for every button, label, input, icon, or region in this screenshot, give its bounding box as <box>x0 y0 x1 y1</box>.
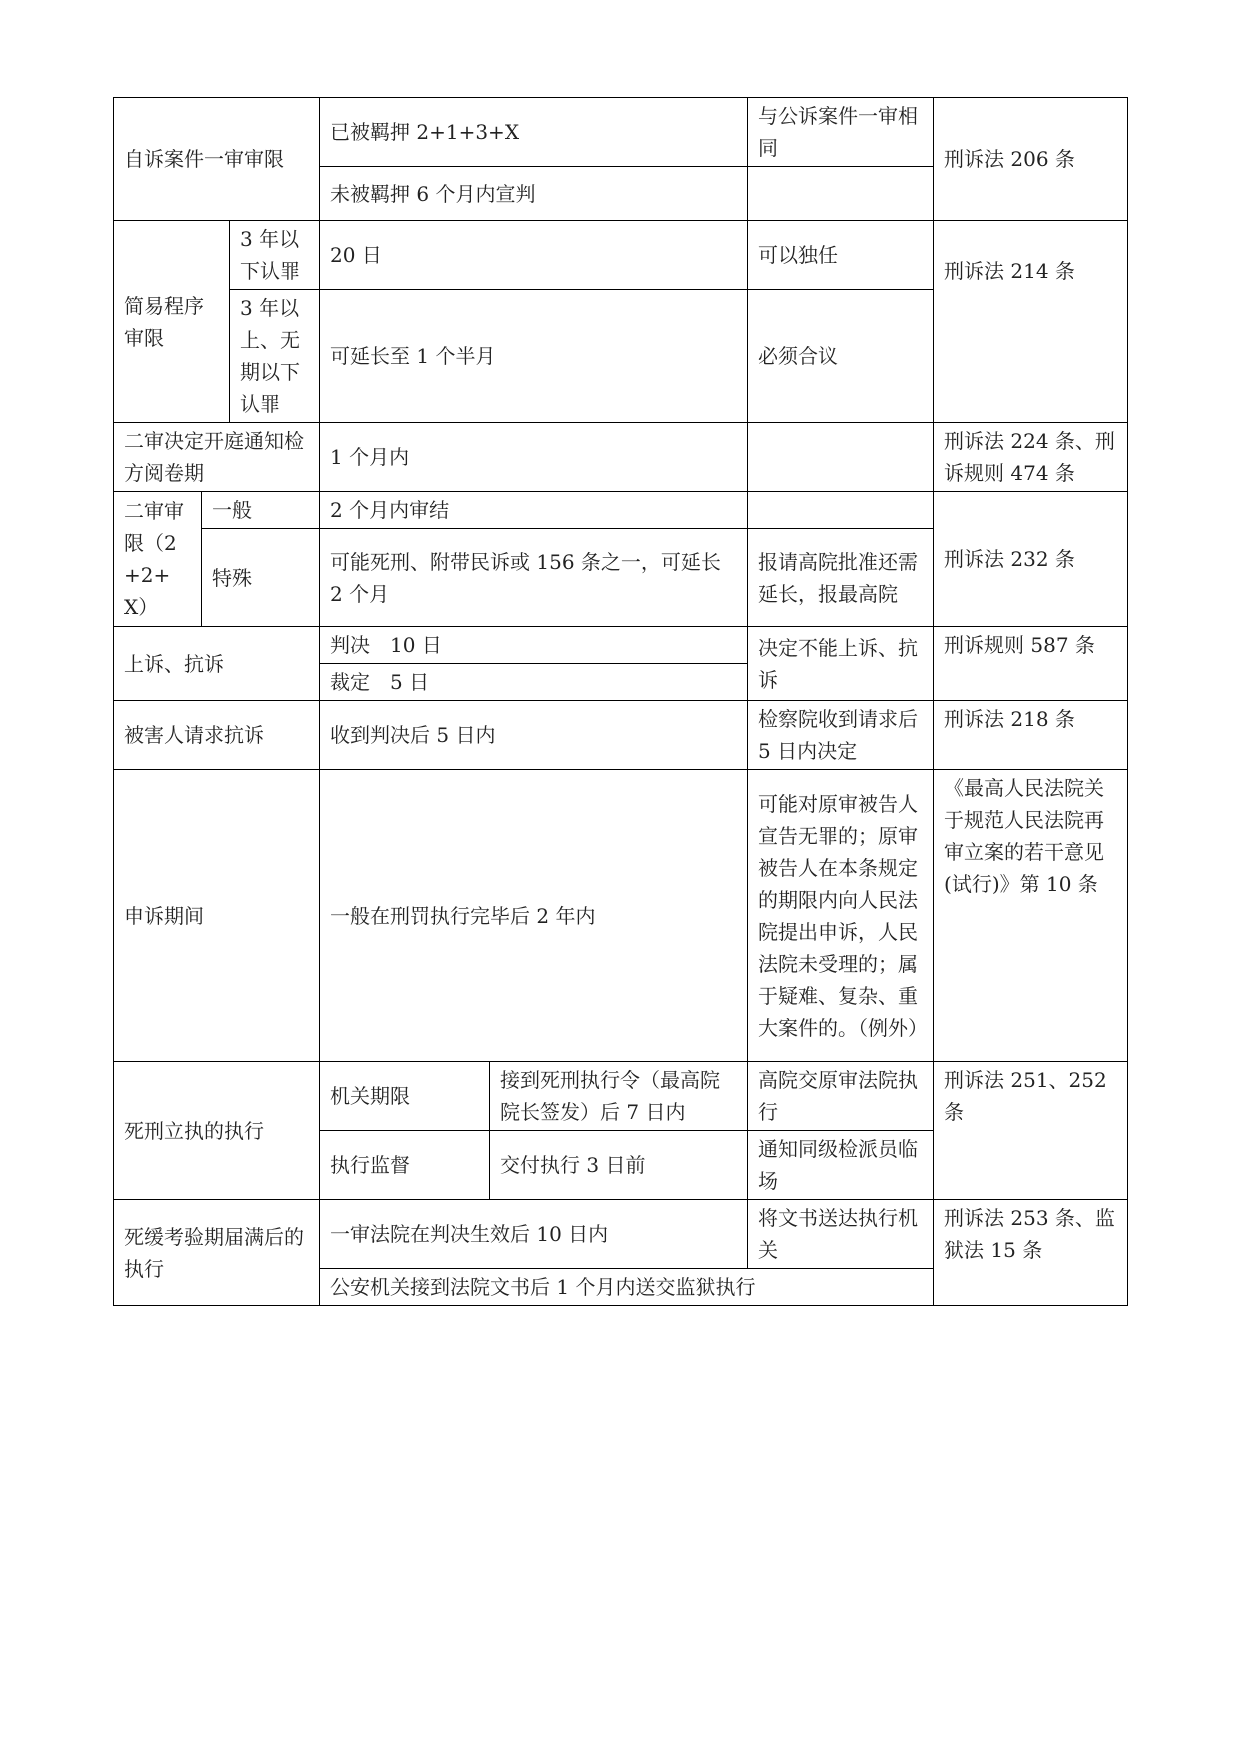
note-cell: 决定不能上诉、抗诉 <box>748 627 934 701</box>
period-cell: 交付执行 3 日前 <box>490 1131 748 1200</box>
note-cell <box>748 423 934 492</box>
law-cell: 《最高人民法院关于规范人民法院再审立案的若干意见(试行)》第 10 条 <box>934 770 1128 1062</box>
row-label: 死缓考验期届满后的执行 <box>114 1200 320 1306</box>
law-cell: 刑诉法 232 条 <box>934 492 1128 627</box>
period-cell: 可延长至 1 个半月 <box>320 290 748 423</box>
sub-label: 执行监督 <box>320 1131 490 1200</box>
period-cell: 可能死刑、附带民诉或 156 条之一，可延长 2 个月 <box>320 529 748 627</box>
row-label: 自诉案件一审审限 <box>114 98 320 221</box>
period-cell: 接到死刑执行令（最高院院长签发）后 7 日内 <box>490 1062 748 1131</box>
row-label: 简易程序审限 <box>114 221 230 423</box>
note-cell: 将文书送达执行机关 <box>748 1200 934 1269</box>
note-cell <box>748 167 934 221</box>
sub-label: 3 年以上、无期以下认罪 <box>230 290 320 423</box>
row-label: 二审决定开庭通知检方阅卷期 <box>114 423 320 492</box>
note-cell: 可以独任 <box>748 221 934 290</box>
table-row <box>114 221 1128 290</box>
table-row <box>114 627 1128 664</box>
period-cell: 公安机关接到法院文书后 1 个月内送交监狱执行 <box>320 1269 934 1306</box>
sub-label: 特殊 <box>202 529 320 627</box>
period-cell: 未被羁押 6 个月内宣判 <box>320 167 748 221</box>
row-label: 被害人请求抗诉 <box>114 701 320 770</box>
sub-label: 一般 <box>202 492 320 529</box>
table-row <box>114 770 1128 1062</box>
period-cell: 20 日 <box>320 221 748 290</box>
table-row <box>114 492 1128 529</box>
row-label: 死刑立执的执行 <box>114 1062 320 1200</box>
table-row <box>114 423 1128 492</box>
period-cell: 一审法院在判决生效后 10 日内 <box>320 1200 748 1269</box>
deadline-table <box>113 97 1128 1306</box>
sub-label: 机关期限 <box>320 1062 490 1131</box>
row-label: 二审审限（2+2+X） <box>114 492 202 627</box>
table-row <box>114 1200 1128 1269</box>
table-row <box>114 1062 1128 1131</box>
period-cell: 已被羁押 2+1+3+X <box>320 98 748 167</box>
period-cell: 一般在刑罚执行完毕后 2 年内 <box>320 770 748 1062</box>
note-cell: 与公诉案件一审相同 <box>748 98 934 167</box>
table-row <box>114 701 1128 770</box>
note-cell: 报请高院批准还需延长，报最高院 <box>748 529 934 627</box>
law-cell: 刑诉法 218 条 <box>934 701 1128 770</box>
table-row <box>114 98 1128 167</box>
period-cell: 2 个月内审结 <box>320 492 748 529</box>
row-label: 申诉期间 <box>114 770 320 1062</box>
law-cell: 刑诉法 214 条 <box>934 221 1128 423</box>
note-cell: 高院交原审法院执行 <box>748 1062 934 1131</box>
note-cell: 检察院收到请求后 5 日内决定 <box>748 701 934 770</box>
period-cell: 裁定 5 日 <box>320 664 748 701</box>
note-cell <box>748 492 934 529</box>
period-cell: 收到判决后 5 日内 <box>320 701 748 770</box>
law-cell: 刑诉法 206 条 <box>934 98 1128 221</box>
law-cell: 刑诉法 224 条、刑诉规则 474 条 <box>934 423 1128 492</box>
period-cell: 1 个月内 <box>320 423 748 492</box>
note-cell: 必须合议 <box>748 290 934 423</box>
period-cell: 判决 10 日 <box>320 627 748 664</box>
note-cell: 通知同级检派员临场 <box>748 1131 934 1200</box>
law-cell: 刑诉法 253 条、监狱法 15 条 <box>934 1200 1128 1306</box>
law-cell: 刑诉法 251、252 条 <box>934 1062 1128 1200</box>
row-label: 上诉、抗诉 <box>114 627 320 701</box>
law-cell: 刑诉规则 587 条 <box>934 627 1128 701</box>
sub-label: 3 年以下认罪 <box>230 221 320 290</box>
note-cell: 可能对原审被告人宣告无罪的；原审被告人在本条规定的期限内向人民法院提出申诉，人民法院未受理的；属于疑难、复杂、重大案件的。（例外） <box>748 770 934 1062</box>
